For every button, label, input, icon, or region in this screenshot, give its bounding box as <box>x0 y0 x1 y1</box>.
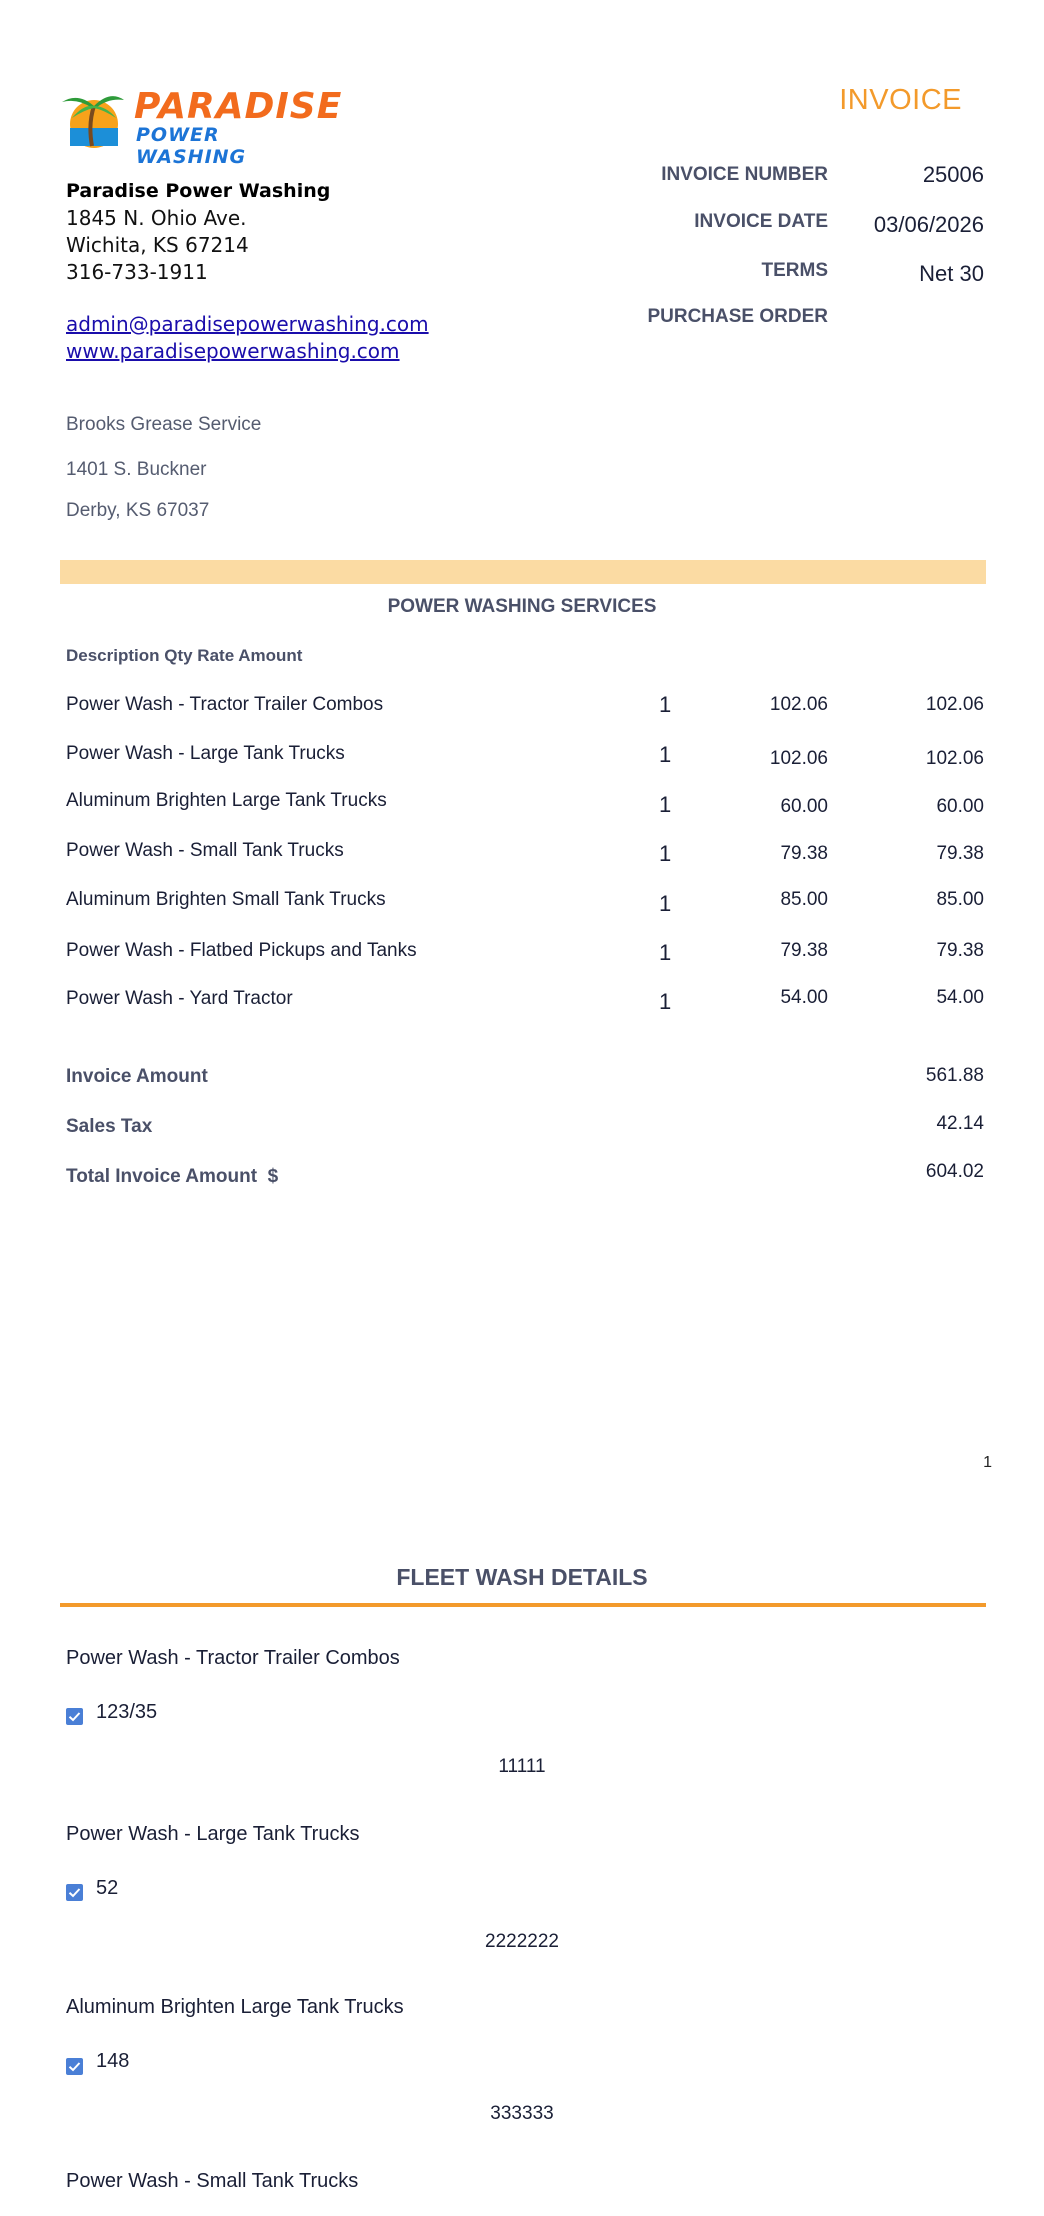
section-band <box>60 560 986 584</box>
invoice-number-label: INVOICE NUMBER <box>661 164 828 185</box>
bill-to-name: Brooks Grease Service <box>66 414 262 435</box>
line-item-description: Aluminum Brighten Small Tank Trucks <box>66 889 386 910</box>
fleet-item-name: Power Wash - Small Tank Trucks <box>66 2170 359 2192</box>
line-item-amount: 54.00 <box>936 987 984 1008</box>
line-item-description: Power Wash - Small Tank Trucks <box>66 840 344 861</box>
fleet-item-name: Power Wash - Tractor Trailer Combos <box>66 1647 400 1669</box>
line-item-description: Power Wash - Tractor Trailer Combos <box>66 694 384 715</box>
fleet-item-units: 123/35 <box>96 1701 158 1723</box>
fleet-section-title: FLEET WASH DETAILS <box>396 1564 648 1590</box>
line-item-qty: 1 <box>659 891 672 916</box>
line-item-rate: 79.38 <box>780 843 828 864</box>
logo-text-paradise: PARADISE <box>134 86 343 127</box>
fleet-item-code: 11111 <box>498 1756 546 1777</box>
line-item-amount: 102.06 <box>925 694 984 715</box>
total-invoice-amount-label: Total Invoice Amount $ <box>66 1166 279 1187</box>
fleet-item-code: 333333 <box>490 2103 554 2124</box>
invoice-amount-label: Invoice Amount <box>66 1066 208 1087</box>
fleet-item-name: Aluminum Brighten Large Tank Trucks <box>66 1996 404 2018</box>
fleet-item-code: 2222222 <box>485 1931 559 1952</box>
fleet-section-divider <box>60 1603 986 1607</box>
invoice-date-value: 03/06/2026 <box>873 212 984 237</box>
company-logo <box>58 84 343 168</box>
sales-tax-label: Sales Tax <box>66 1116 153 1137</box>
line-item-qty: 1 <box>659 940 672 965</box>
line-item-rate: 54.00 <box>780 987 828 1008</box>
fleet-item-units: 148 <box>96 2050 130 2072</box>
checkbox-checked-icon[interactable] <box>66 1884 83 1901</box>
purchase-order-label: PURCHASE ORDER <box>647 306 828 327</box>
fleet-item-units: 52 <box>96 1877 119 1899</box>
line-item-amount: 60.00 <box>936 796 984 817</box>
total-invoice-amount-value: 604.02 <box>925 1161 984 1182</box>
sales-tax-value: 42.14 <box>936 1113 984 1134</box>
line-item-rate: 79.38 <box>780 940 828 961</box>
line-item-amount: 79.38 <box>936 843 984 864</box>
services-column-header: Description Qty Rate Amount <box>66 646 303 665</box>
palm-sunset-icon <box>58 84 128 150</box>
company-phone: 316-733-1911 <box>66 260 208 284</box>
fleet-item-name: Power Wash - Large Tank Trucks <box>66 1823 360 1845</box>
invoice-title: INVOICE <box>839 84 962 116</box>
bill-to-address-line2: Derby, KS 67037 <box>66 500 210 521</box>
checkbox-checked-icon[interactable] <box>66 1708 83 1725</box>
checkbox-checked-icon[interactable] <box>66 2058 83 2075</box>
line-item-description: Power Wash - Flatbed Pickups and Tanks <box>66 940 417 961</box>
terms-label: TERMS <box>761 260 828 281</box>
line-item-qty: 1 <box>659 742 672 767</box>
invoice-number-value: 25006 <box>922 162 984 187</box>
logo-text-power-washing: POWER WASHING <box>136 124 247 168</box>
line-item-rate: 85.00 <box>780 889 828 910</box>
company-name: Paradise Power Washing <box>66 180 331 202</box>
line-item-qty: 1 <box>659 692 672 717</box>
company-address-line1: 1845 N. Ohio Ave. <box>66 206 247 230</box>
company-address-line2: Wichita, KS 67214 <box>66 233 249 257</box>
page-number: 1 <box>983 1454 992 1471</box>
line-item-qty: 1 <box>659 792 672 817</box>
line-item-rate: 60.00 <box>780 796 828 817</box>
line-item-rate: 102.06 <box>769 748 828 769</box>
line-item-amount: 85.00 <box>936 889 984 910</box>
line-item-amount: 79.38 <box>936 940 984 961</box>
line-item-rate: 102.06 <box>769 694 828 715</box>
terms-value: Net 30 <box>919 261 984 286</box>
invoice-date-label: INVOICE DATE <box>694 211 828 232</box>
line-item-amount: 102.06 <box>925 748 984 769</box>
services-section-title: POWER WASHING SERVICES <box>387 596 657 617</box>
company-email-link[interactable]: admin@paradisepowerwashing.com <box>66 312 429 336</box>
line-item-description: Aluminum Brighten Large Tank Trucks <box>66 790 387 811</box>
invoice-amount-value: 561.88 <box>925 1065 984 1086</box>
bill-to-address-line1: 1401 S. Buckner <box>66 459 207 480</box>
line-item-description: Power Wash - Large Tank Trucks <box>66 743 345 764</box>
line-item-qty: 1 <box>659 989 672 1014</box>
line-item-description: Power Wash - Yard Tractor <box>66 988 293 1009</box>
line-item-qty: 1 <box>659 841 672 866</box>
company-website-link[interactable]: www.paradisepowerwashing.com <box>66 339 400 363</box>
